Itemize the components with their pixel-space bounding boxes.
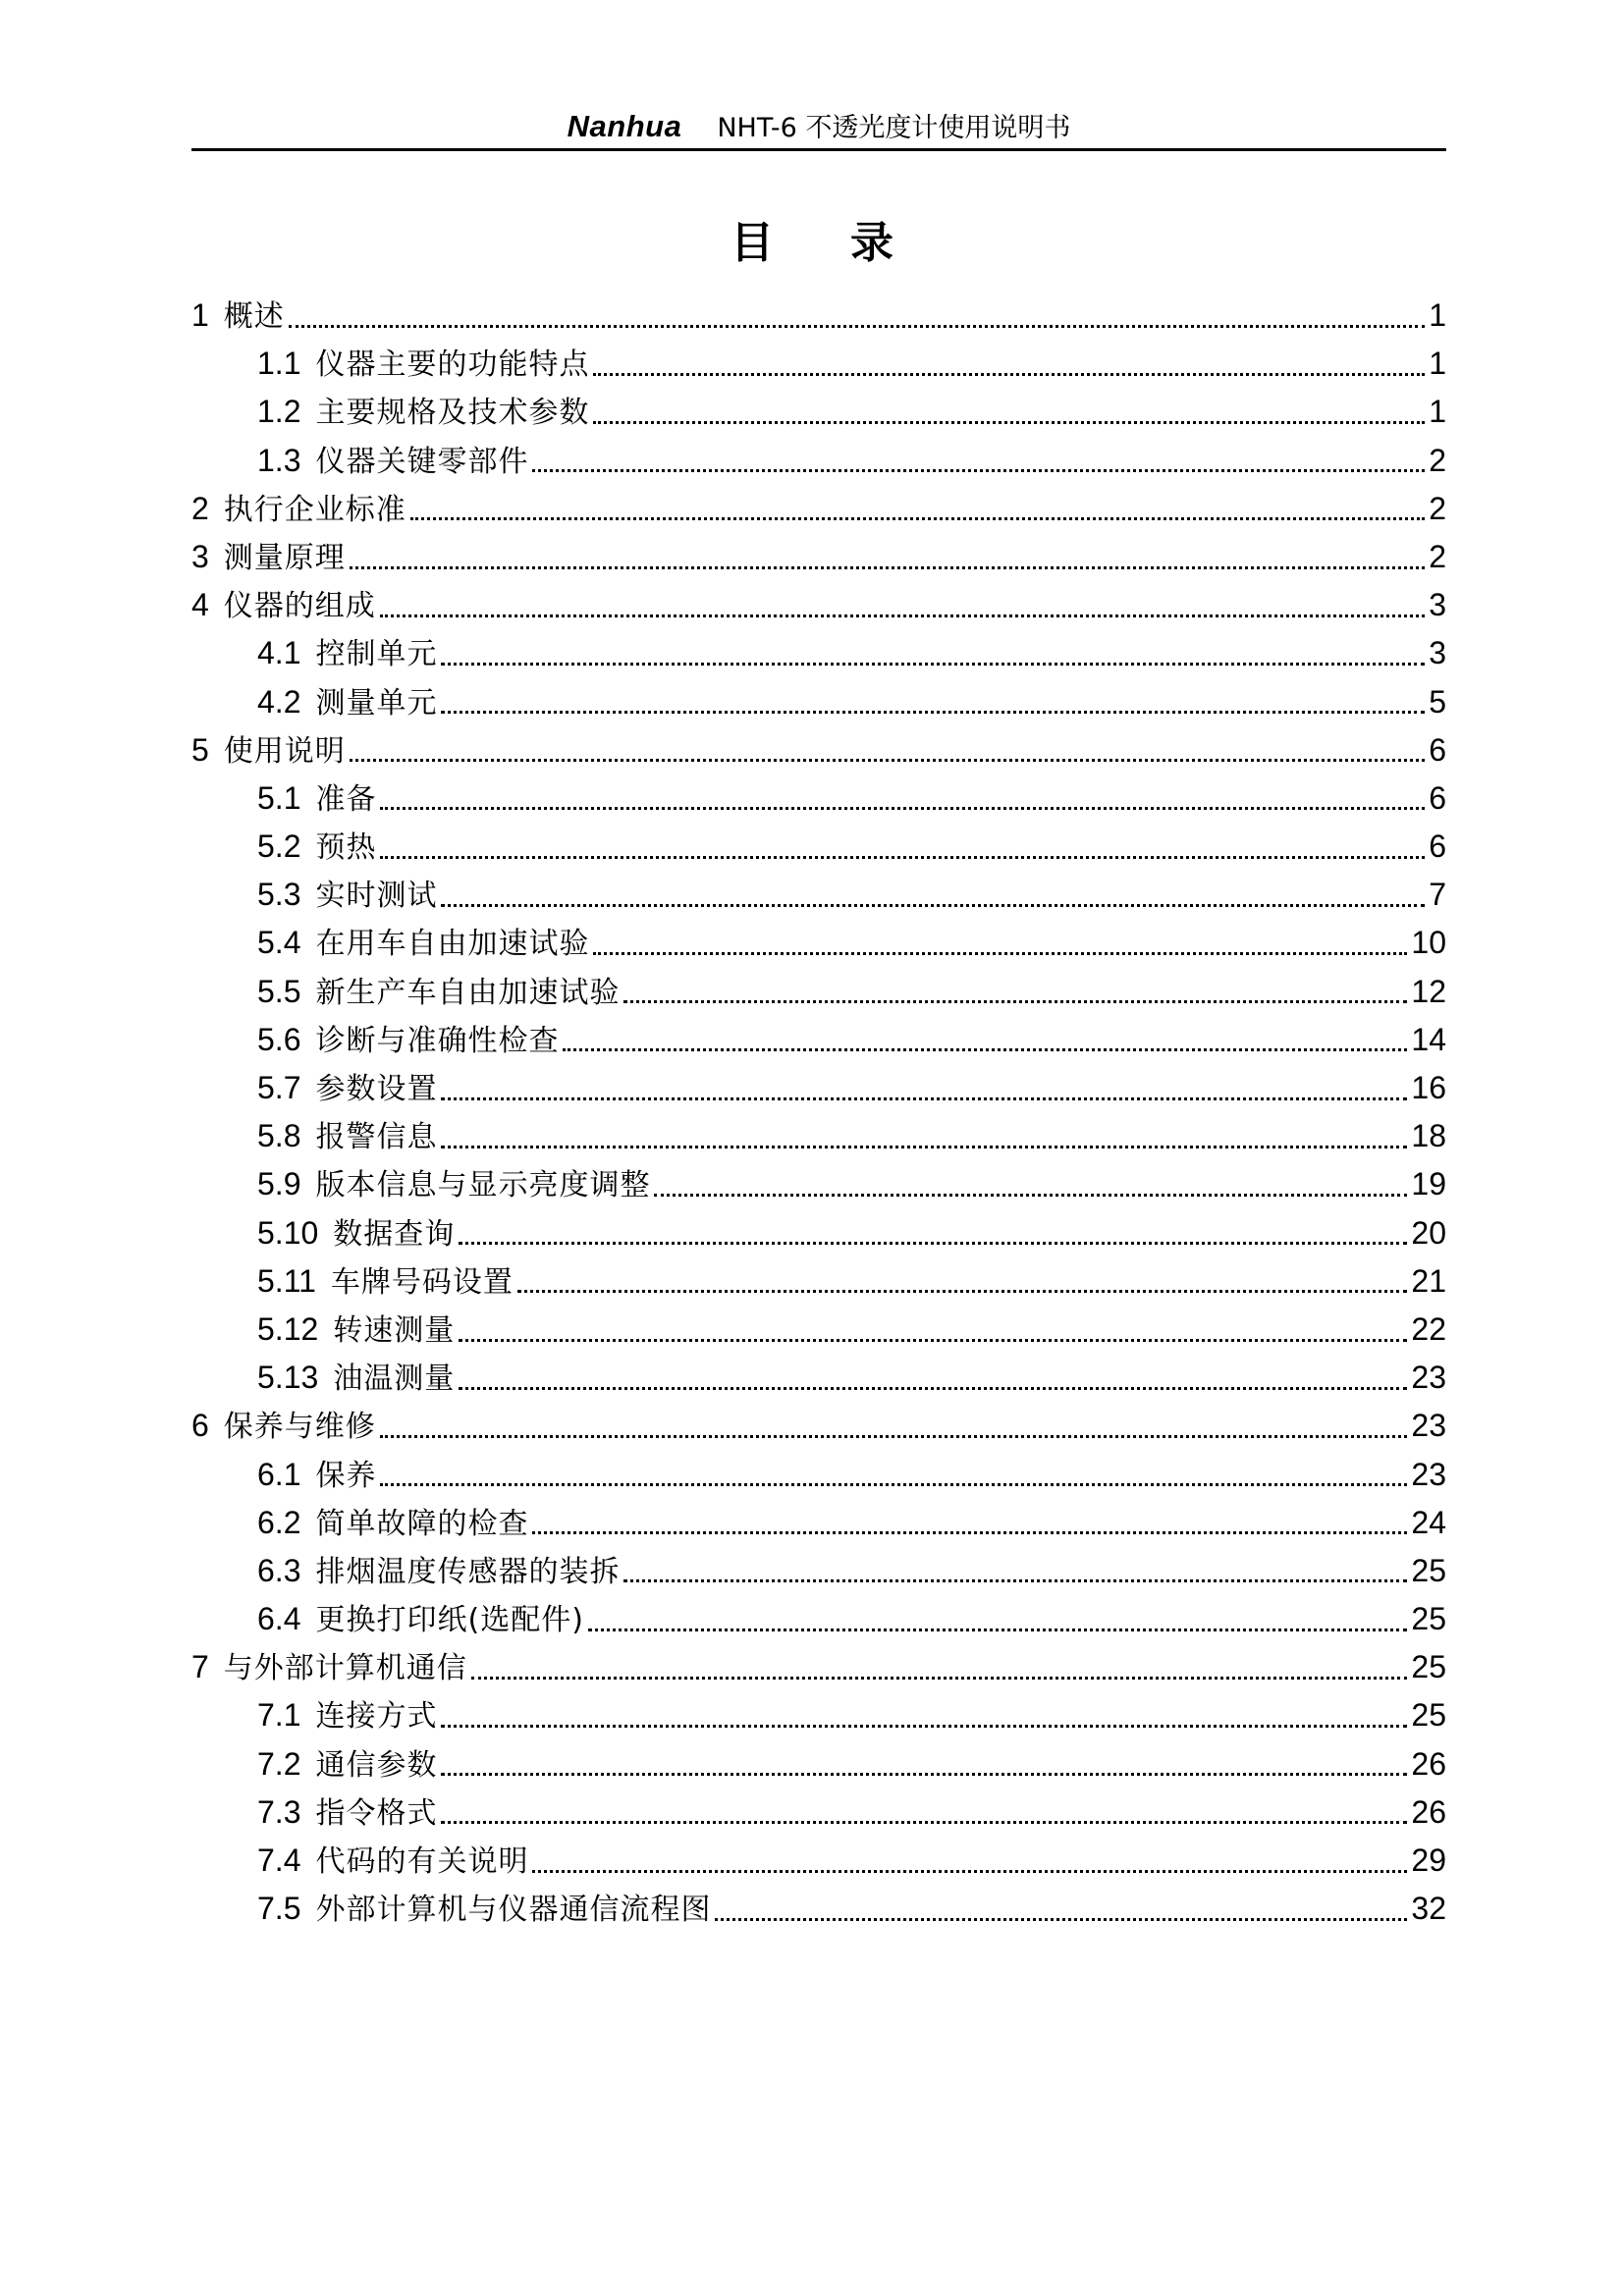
toc-entry-number: 5.9 — [257, 1166, 301, 1202]
toc-dot-leader — [441, 1749, 1407, 1779]
toc-entry-title: 仪器的组成 — [223, 589, 376, 624]
toc-entry-title: 仪器关键零部件 — [315, 444, 529, 479]
toc-entry-page: 6 — [1429, 779, 1446, 816]
toc-entry-page: 23 — [1411, 1408, 1446, 1444]
toc-entry-title: 更换打印纸(选配件) — [315, 1603, 584, 1638]
toc-entry-title: 控制单元 — [315, 637, 438, 672]
toc-entry-page: 26 — [1411, 1793, 1446, 1830]
toc-dot-leader — [623, 1556, 1407, 1585]
toc-entry[interactable] — [191, 1064, 1446, 1112]
toc-entry-page: 18 — [1411, 1118, 1446, 1154]
toc-entry-page: 3 — [1429, 635, 1446, 671]
toc-entry-number: 7.2 — [257, 1745, 301, 1782]
toc-entry-page: 3 — [1429, 587, 1446, 623]
toc-entry-title: 简单故障的检查 — [315, 1506, 529, 1541]
toc-entry-title: 使用说明 — [223, 733, 346, 769]
toc-entry[interactable] — [191, 292, 1446, 340]
toc-entry-page: 16 — [1411, 1070, 1446, 1105]
toc-entry[interactable] — [191, 1740, 1446, 1789]
toc-dot-leader — [380, 783, 1425, 813]
toc-entry-title: 诊断与准确性检查 — [315, 1023, 560, 1058]
toc-entry-number: 1 — [191, 297, 209, 333]
toc-entry-page: 2 — [1429, 538, 1446, 574]
toc-entry-page: 25 — [1411, 1601, 1446, 1637]
toc-entry-number: 1.1 — [257, 346, 301, 382]
toc-entry-title: 保养 — [315, 1458, 377, 1493]
toc-entry[interactable] — [191, 1402, 1446, 1450]
toc-dot-leader — [289, 301, 1425, 331]
toc-entry[interactable] — [191, 1306, 1446, 1354]
toc-entry[interactable] — [191, 1547, 1446, 1595]
toc-dot-leader — [350, 543, 1425, 572]
toc-dot-leader — [563, 1025, 1407, 1054]
toc-dot-leader — [715, 1895, 1407, 1924]
toc-entry[interactable] — [191, 1691, 1446, 1739]
toc-dot-leader — [441, 687, 1425, 717]
toc-entry-page: 5 — [1429, 683, 1446, 720]
toc-entry-page: 26 — [1411, 1745, 1446, 1782]
toc-dot-leader — [380, 1412, 1408, 1441]
toc-entry-number: 7.5 — [257, 1891, 301, 1927]
toc-entry-title: 车牌号码设置 — [330, 1264, 514, 1300]
toc-entry-title: 版本信息与显示亮度调整 — [315, 1168, 651, 1203]
toc-entry[interactable] — [191, 1499, 1446, 1547]
toc-entry-number: 5.4 — [257, 925, 301, 961]
toc-dot-leader — [441, 1701, 1407, 1731]
toc-entry-number: 4.1 — [257, 635, 301, 671]
toc-entry-title: 执行企业标准 — [223, 492, 406, 527]
toc-entry[interactable] — [191, 726, 1446, 774]
toc-dot-leader — [459, 1218, 1407, 1248]
toc-entry-number: 5.11 — [257, 1262, 316, 1299]
toc-entry-page: 25 — [1411, 1649, 1446, 1685]
toc-entry[interactable] — [191, 1451, 1446, 1499]
toc-entry-number: 5.2 — [257, 828, 301, 865]
toc-entry[interactable] — [191, 823, 1446, 871]
toc-entry-title: 实时测试 — [315, 879, 438, 914]
toc-entry-page: 32 — [1411, 1891, 1446, 1927]
toc-dot-leader — [593, 349, 1425, 379]
toc-dot-leader — [588, 1605, 1408, 1634]
header-rule — [191, 148, 1446, 151]
toc-entry-number: 5 — [191, 731, 209, 768]
toc-entry-title: 排烟温度传感器的装拆 — [315, 1554, 621, 1589]
toc-entry-page: 7 — [1429, 877, 1446, 913]
toc-entry[interactable] — [191, 629, 1446, 677]
toc-entry-title: 代码的有关说明 — [315, 1844, 529, 1879]
toc-dot-leader — [623, 977, 1407, 1006]
toc-entry[interactable] — [191, 485, 1446, 533]
toc-entry-number: 5.5 — [257, 973, 301, 1009]
toc-entry-number: 6.1 — [257, 1456, 301, 1492]
toc-entry-page: 10 — [1411, 925, 1446, 961]
toc-entry-title: 外部计算机与仪器通信流程图 — [315, 1893, 712, 1928]
toc-dot-leader — [380, 591, 1425, 620]
toc-dot-leader — [459, 1315, 1407, 1345]
toc-entry-number: 1.2 — [257, 394, 301, 430]
toc-entry-page: 12 — [1411, 973, 1446, 1009]
toc-entry[interactable] — [191, 774, 1446, 823]
toc-entry-page: 23 — [1411, 1360, 1446, 1396]
toc-entry[interactable] — [191, 533, 1446, 581]
toc-entry[interactable] — [191, 1885, 1446, 1933]
toc-entry-page: 19 — [1411, 1166, 1446, 1202]
toc-entry-title: 测量原理 — [223, 540, 346, 575]
toc-entry-number: 5.3 — [257, 877, 301, 913]
toc-entry-number: 5.12 — [257, 1310, 319, 1347]
toc-entry-title: 通信参数 — [315, 1747, 438, 1783]
toc-entry-title: 准备 — [315, 781, 377, 817]
toc-entry-number: 2 — [191, 490, 209, 526]
toc-entry[interactable] — [191, 1354, 1446, 1402]
toc-entry-number: 7.1 — [257, 1697, 301, 1734]
toc-entry-page: 21 — [1411, 1262, 1446, 1299]
toc-entry-number: 5.8 — [257, 1118, 301, 1154]
toc-entry-page: 6 — [1429, 731, 1446, 768]
toc-dot-leader — [532, 446, 1425, 475]
toc-entry-number: 7.4 — [257, 1842, 301, 1878]
toc-entry-number: 5.7 — [257, 1070, 301, 1105]
toc-entry[interactable] — [191, 1257, 1446, 1306]
toc-entry[interactable] — [191, 871, 1446, 919]
toc-entry-title: 参数设置 — [315, 1072, 438, 1106]
toc-dot-leader — [517, 1266, 1408, 1296]
toc-dot-leader — [380, 1460, 1407, 1489]
toc-entry-title: 与外部计算机通信 — [223, 1651, 467, 1686]
toc-dot-leader — [441, 639, 1425, 668]
toc-entry[interactable] — [191, 919, 1446, 967]
table-of-contents — [191, 292, 1446, 1933]
toc-entry-page: 1 — [1429, 297, 1446, 333]
toc-entry-title: 保养与维修 — [223, 1410, 376, 1445]
toc-dot-leader — [350, 735, 1425, 765]
page-header — [191, 106, 1446, 147]
toc-entry-title: 仪器主要的功能特点 — [315, 347, 590, 383]
toc-entry-page: 2 — [1429, 442, 1446, 478]
toc-entry-number: 6.4 — [257, 1601, 301, 1637]
toc-entry-number: 4 — [191, 587, 209, 623]
toc-entry-number: 5.13 — [257, 1360, 319, 1396]
toc-entry[interactable] — [191, 678, 1446, 726]
toc-entry-title: 数据查询 — [333, 1216, 456, 1252]
toc-dot-leader — [532, 1846, 1407, 1876]
toc-entry-page: 14 — [1411, 1021, 1446, 1057]
toc-entry-number: 6 — [191, 1408, 209, 1444]
toc-entry-title: 主要规格及技术参数 — [315, 396, 590, 431]
toc-entry-number: 6.3 — [257, 1552, 301, 1588]
toc-entry-page: 24 — [1411, 1504, 1446, 1540]
toc-dot-leader — [410, 494, 1425, 523]
toc-entry[interactable] — [191, 1016, 1446, 1064]
toc-dot-leader — [459, 1363, 1407, 1393]
toc-dot-leader — [593, 398, 1425, 427]
toc-entry-number: 5.6 — [257, 1021, 301, 1057]
toc-entry-page: 2 — [1429, 490, 1446, 526]
toc-entry-page: 1 — [1429, 346, 1446, 382]
toc-entry-title: 转速测量 — [333, 1312, 456, 1348]
toc-entry[interactable] — [191, 1209, 1446, 1257]
toc-entry-title: 新生产车自由加速试验 — [315, 975, 621, 1010]
toc-entry-page: 20 — [1411, 1214, 1446, 1251]
toc-entry[interactable] — [191, 1160, 1446, 1208]
toc-entry-title: 油温测量 — [333, 1362, 456, 1397]
toc-entry[interactable] — [191, 388, 1446, 436]
toc-entry-page: 1 — [1429, 394, 1446, 430]
toc-entry[interactable] — [191, 581, 1446, 629]
toc-entry-title: 预热 — [315, 830, 377, 866]
toc-entry-number: 4.2 — [257, 683, 301, 720]
toc-entry-title: 报警信息 — [315, 1120, 438, 1155]
toc-dot-leader — [441, 881, 1425, 910]
toc-dot-leader — [441, 1797, 1407, 1827]
toc-dot-leader — [471, 1653, 1408, 1682]
toc-entry-title: 指令格式 — [315, 1795, 438, 1831]
toc-entry-page: 25 — [1411, 1697, 1446, 1734]
toc-entry[interactable] — [191, 1789, 1446, 1837]
toc-entry-title: 测量单元 — [315, 685, 438, 721]
toc-dot-leader — [441, 1122, 1407, 1151]
toc-entry-number: 1.3 — [257, 442, 301, 478]
toc-entry-page: 6 — [1429, 828, 1446, 865]
toc-entry-number: 5.10 — [257, 1214, 319, 1251]
document-title: NHT-6 不透光度计使用说明书 — [717, 113, 1071, 143]
toc-entry[interactable] — [191, 437, 1446, 485]
toc-entry-title: 概述 — [223, 299, 285, 334]
toc-entry[interactable] — [191, 968, 1446, 1016]
toc-dot-leader — [380, 832, 1425, 862]
toc-entry[interactable] — [191, 1112, 1446, 1160]
toc-entry-number: 6.2 — [257, 1504, 301, 1540]
toc-entry-page: 25 — [1411, 1552, 1446, 1588]
toc-entry-number: 7 — [191, 1649, 209, 1685]
toc-entry-number: 5.1 — [257, 779, 301, 816]
brand-logo: Nanhua — [567, 109, 682, 143]
toc-dot-leader — [593, 929, 1407, 958]
toc-dot-leader — [441, 1074, 1407, 1103]
toc-entry-number: 3 — [191, 538, 209, 574]
toc-dot-leader — [654, 1170, 1407, 1200]
toc-entry-page: 23 — [1411, 1456, 1446, 1492]
toc-entry[interactable] — [191, 340, 1446, 388]
toc-entry-title: 连接方式 — [315, 1699, 438, 1735]
toc-entry-page: 29 — [1411, 1842, 1446, 1878]
toc-heading: 目录 — [731, 218, 970, 268]
toc-entry-number: 7.3 — [257, 1793, 301, 1830]
toc-entry[interactable] — [191, 1595, 1446, 1643]
toc-entry-page: 22 — [1411, 1310, 1446, 1347]
toc-entry-title: 在用车自由加速试验 — [315, 927, 590, 962]
toc-dot-leader — [532, 1508, 1407, 1537]
toc-entry[interactable] — [191, 1643, 1446, 1691]
toc-entry[interactable] — [191, 1837, 1446, 1885]
